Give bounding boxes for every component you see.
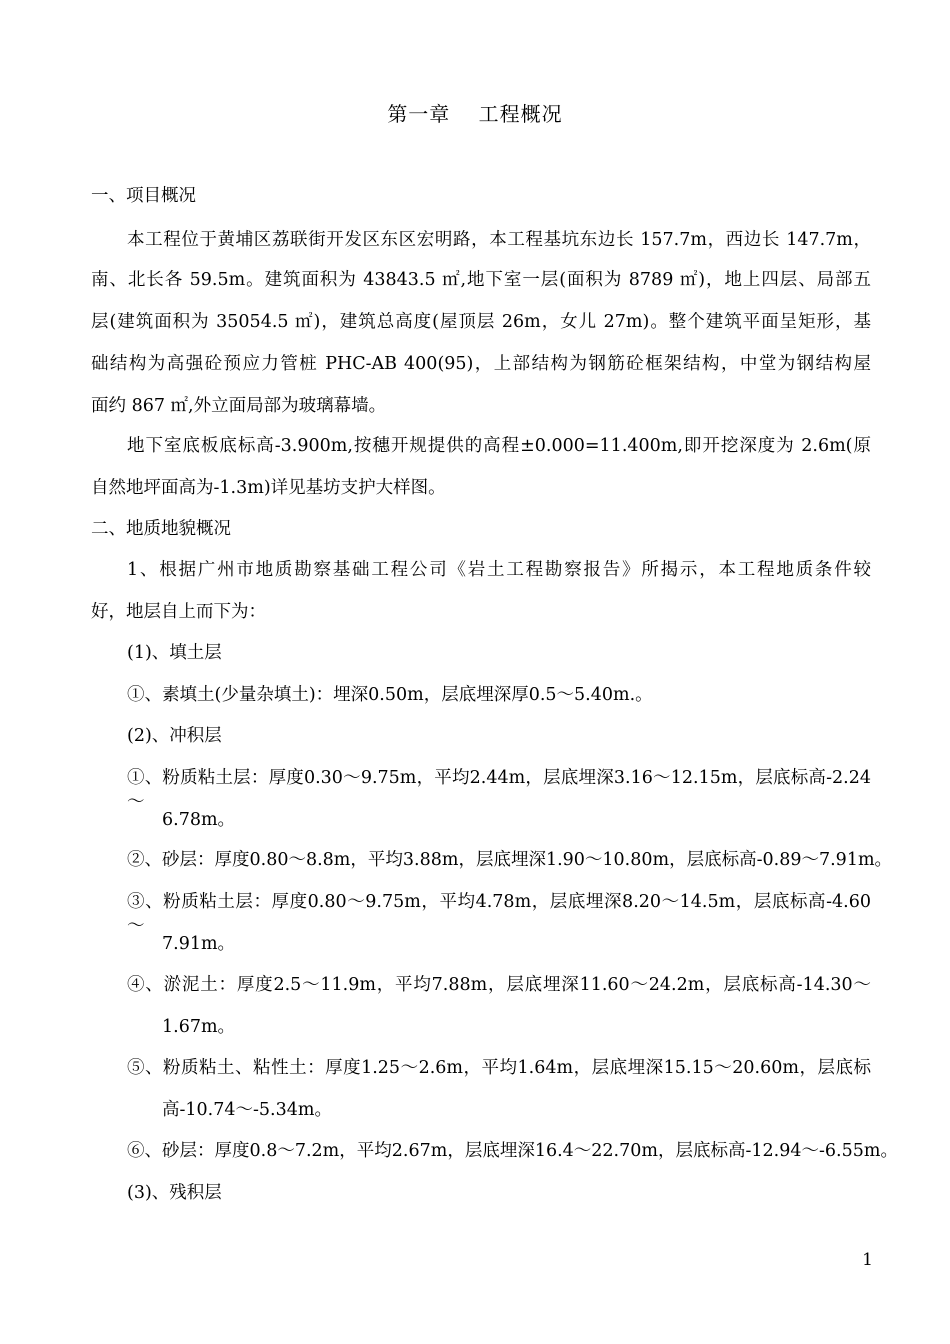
layer-heading-alluvial: (2)、冲积层: [127, 726, 222, 746]
paragraph-line: 1、根据广州市地质勘察基础工程公司《岩土工程勘察报告》所揭示，本工程地质条件较: [127, 560, 871, 580]
list-item: ①、粉质粘土层：厚度0.30～9.75m，平均2.44m，层底埋深3.16～12.15m，层底标高-2.24～: [127, 768, 871, 812]
paragraph-line: 层(建筑面积为 35054.5 ㎡)，建筑总高度(屋顶层 26m，女儿 27m)。整个建筑平面呈矩形，基: [91, 312, 871, 332]
paragraph-line: 面约 867 ㎡,外立面局部为玻璃幕墙。: [91, 396, 387, 416]
list-item: ①、素填土(少量杂填土)：埋深0.50m，层底埋深厚0.5～5.40m.。: [127, 685, 653, 705]
paragraph-line: 南、北长各 59.5m。建筑面积为 43843.5 ㎡,地下室一层(面积为 8789 ㎡)，地上四层、局部五: [91, 270, 871, 290]
list-item: ⑤、粉质粘土、粘性土：厚度1.25～2.6m，平均1.64m，层底埋深15.15～20.60m，层底标: [127, 1058, 871, 1078]
page-number: 1: [862, 1250, 873, 1270]
section-heading-geology: 二、地质地貌概况: [91, 519, 231, 539]
list-item-continuation: 1.67m。: [162, 1017, 236, 1037]
list-item-continuation: 高-10.74～-5.34m。: [162, 1100, 332, 1120]
layer-heading-residual: (3)、残积层: [127, 1183, 222, 1203]
list-item: ⑥、砂层：厚度0.8～7.2m，平均2.67m，层底埋深16.4～22.70m，层底标高-12.94～-6.55m。: [127, 1141, 898, 1161]
section-heading-project-overview: 一、项目概况: [91, 186, 196, 206]
paragraph-line: 自然地坪面高为-1.3m)详见基坊支护大样图。: [91, 478, 446, 498]
paragraph-line: 本工程位于黄埔区荔联街开发区东区宏明路，本工程基坑东边长 157.7m，西边长 147.7m，: [127, 230, 871, 250]
list-item: ③、粉质粘土层：厚度0.80～9.75m，平均4.78m，层底埋深8.20～14.5m，层底标高-4.60～: [127, 892, 871, 936]
paragraph-line: 好，地层自上而下为：: [91, 602, 266, 622]
chapter-title: 第一章 工程概况: [387, 102, 563, 126]
layer-heading-fill: (1)、填土层: [127, 643, 222, 663]
list-item-continuation: 6.78m。: [162, 810, 236, 830]
paragraph-line: 础结构为高强砼预应力管桩 PHC-AB 400(95)，上部结构为钢筋砼框架结构，中堂为钢结构屋: [91, 354, 871, 374]
list-item: ②、砂层：厚度0.80～8.8m，平均3.88m，层底埋深1.90～10.80m，层底标高-0.89～7.91m。: [127, 850, 893, 870]
list-item: ④、淤泥土：厚度2.5～11.9m，平均7.88m，层底埋深11.60～24.2m，层底标高-14.30～: [127, 975, 871, 995]
list-item-continuation: 7.91m。: [162, 934, 236, 954]
paragraph-line: 地下室底板底标高-3.900m,按穗开规提供的高程±0.000=11.400m,即开挖深度为 2.6m(原: [127, 436, 871, 456]
